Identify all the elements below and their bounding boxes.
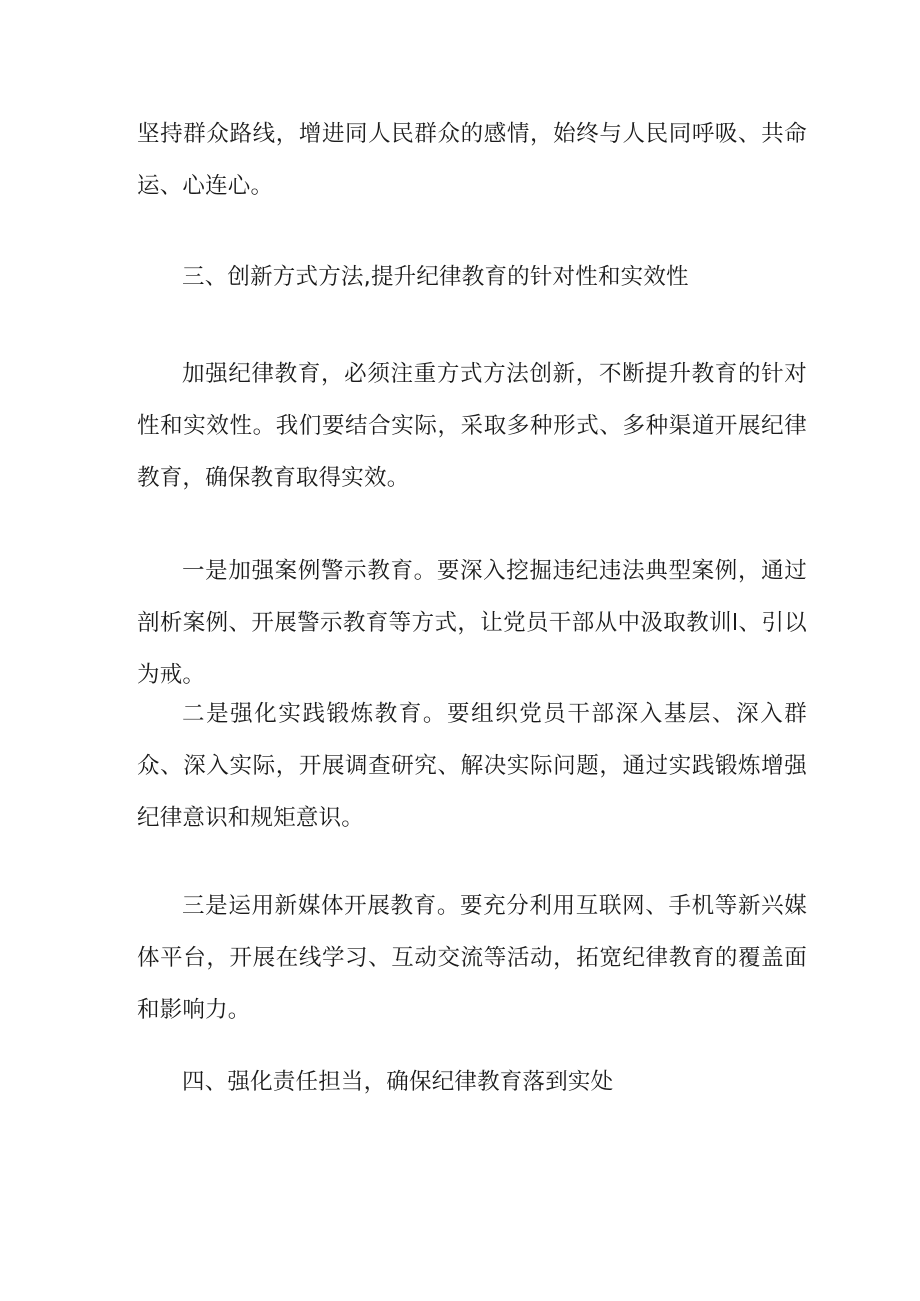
paragraph-practice-training: 二是强化实践锻炼教育。要组织党员干部深入基层、深入群众、深入实际，开展调查研究、解决实际问题，通过实践锻炼增强纪律意识和规矩意识。 [137,701,807,831]
paragraph-method-innovation: 加强纪律教育，必须注重方式方法创新，不断提升教育的针对性和实效性。我们要结合实际，采取多种形式、多种渠道开展纪律教育，确保教育取得实效。 [137,361,807,491]
paragraph-new-media: 三是运用新媒体开展教育。要充分利用互联网、手机等新兴媒体平台，开展在线学习、互动交流等活动，拓宽纪律教育的覆盖面和影响力。 [137,893,807,1023]
section-heading-three: 三、创新方式方法,提升纪律教育的针对性和实效性 [182,264,689,290]
section-heading-four: 四、强化责任担当，确保纪律教育落到实处 [182,1069,614,1095]
paragraph-case-warning: 一是加强案例警示教育。要深入挖掘违纪违法典型案例，通过剖析案例、开展警示教育等方式，让党员干部从中汲取教训l、引以为戒。 [137,558,807,688]
paragraph-mass-line: 坚持群众路线，增进同人民群众的感情，始终与人民同呼吸、共命运、心连心。 [137,121,807,199]
